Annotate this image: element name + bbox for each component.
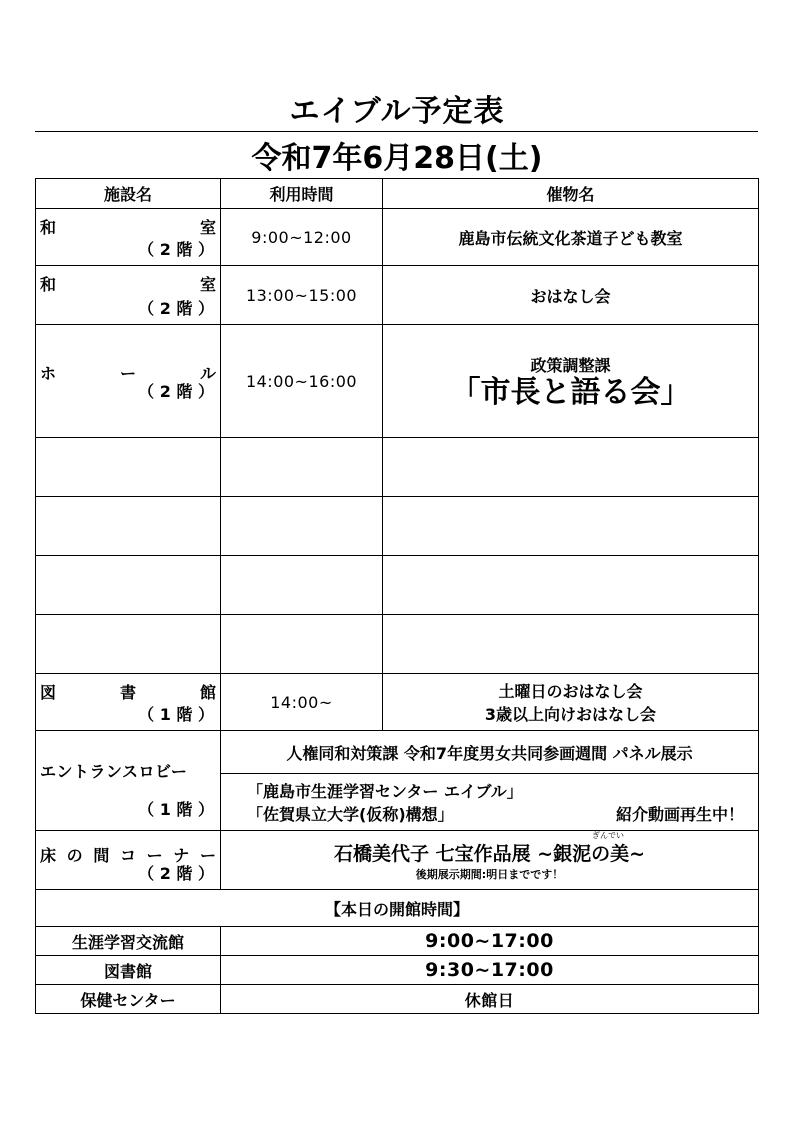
empty-row [36,556,759,615]
facility-floor: （ 2 階 ） [138,240,214,259]
hours-facility: 保健センター [36,985,221,1014]
event-organizer: 政策調整課 [530,355,611,375]
event-cell: 人権同和対策課 令和7年度男女共同参画週間 パネル展示 [221,731,759,774]
hours-value: 9:00~17:00 [221,927,759,956]
hours-title: 【本日の開館時間】 [36,890,759,927]
exhibition-note: 後期展示期間:明日までです！ [415,867,564,881]
event-note: 紹介動画再生中！ [615,805,744,824]
header-facility: 施設名 [36,179,221,209]
schedule-table [35,178,759,1014]
header-event: 催物名 [383,179,759,209]
event-cell: 鹿島市伝統文化茶道子ども教室 [383,209,759,266]
table-row [36,266,759,325]
table-row [36,209,759,266]
facility-cell [36,731,221,831]
event-line: 「鹿島市生涯学習センター エイブル」 [247,782,523,801]
event-line: 3歳以上向けおはなし会 [484,705,657,724]
empty-row [36,497,759,556]
facility-name: ホ ー ル [40,364,216,383]
hours-row [36,985,759,1014]
facility-cell [36,209,221,266]
facility-cell [36,831,221,890]
facility-name: 床 の 間 コ ー ナ ー [40,846,216,865]
table-row [36,674,759,731]
header-row [36,179,759,209]
hours-value: 9:30~17:00 [221,956,759,985]
hours-facility: 生涯学習交流館 [36,927,221,956]
hours-value: 休館日 [221,985,759,1014]
ruby-reading: ぎんでい [591,830,624,840]
page-title: エイブル予定表 [289,94,505,129]
hours-title-row [36,890,759,927]
hours-row [36,956,759,985]
facility-name: 和 室 [40,275,216,294]
time-cell: 13:00~15:00 [221,266,383,325]
empty-row [36,615,759,674]
facility-cell [36,325,221,438]
facility-floor: （ 2 階 ） [138,382,214,401]
empty-row [36,438,759,497]
event-title: 「市長と語る会」 [450,374,691,410]
event-cell [221,774,759,831]
time-cell: 14:00~16:00 [221,325,383,438]
time-cell: 9:00~12:00 [221,209,383,266]
facility-cell [36,266,221,325]
title-divider [35,131,758,132]
facility-floor: （ 1 階 ） [138,705,214,724]
hours-row [36,927,759,956]
event-line: 土曜日のおはなし会 [498,682,643,701]
table-row [36,731,759,774]
hours-facility: 図書館 [36,956,221,985]
event-cell [383,325,759,438]
facility-name: 和 室 [40,218,216,237]
facility-floor: （ 2 階 ） [138,299,214,318]
facility-name: 図 書 館 [40,683,216,702]
date-heading: 令和7年6月28日(土) [251,141,543,176]
table-row [36,831,759,890]
header-time: 利用時間 [221,179,383,209]
event-cell [383,674,759,731]
exhibition-title: 石橋美代子 七宝作品展 ~銀泥の美~ [333,842,646,865]
table-row [36,325,759,438]
event-cell: おはなし会 [383,266,759,325]
facility-name: エントランスロビー [40,762,188,781]
event-line: 「佐賀県立大学(仮称)構想」 [247,805,454,824]
event-cell [221,831,759,890]
facility-cell [36,674,221,731]
facility-floor: （ 1 階 ） [138,800,214,819]
facility-floor: （ 2 階 ） [138,864,214,883]
time-cell: 14:00~ [221,674,383,731]
